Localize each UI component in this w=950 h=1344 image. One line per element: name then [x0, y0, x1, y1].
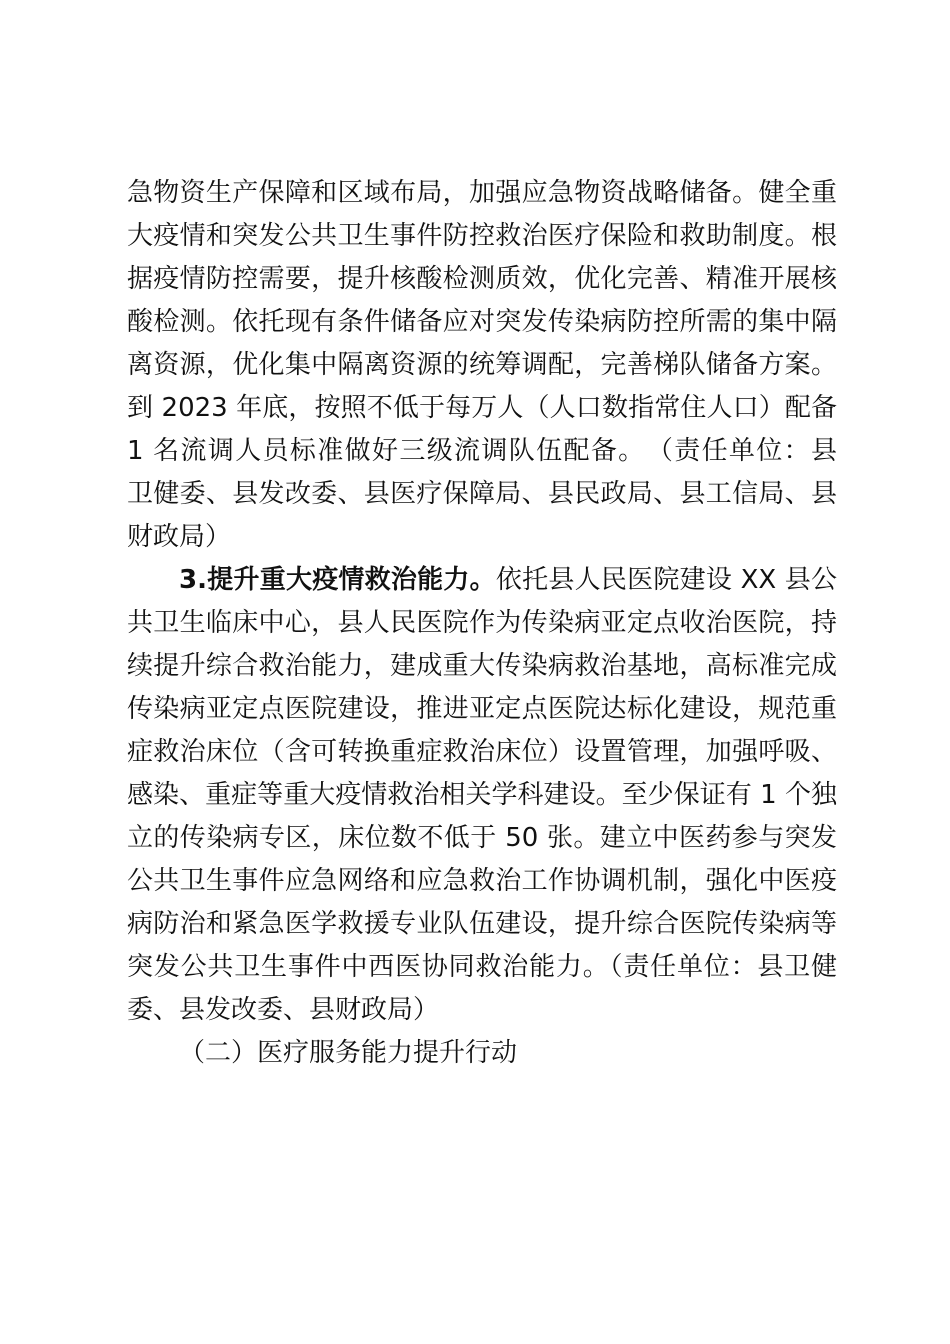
paragraph-line: 续提升综合救治能力，建成重大传染病救治基地，高标准完成 [127, 651, 837, 681]
paragraph-line: 传染病亚定点医院建设，推进亚定点医院达标化建设，规范重 [127, 694, 837, 724]
section-3-text: 依托县人民医院建设 XX 县公 [495, 565, 837, 595]
paragraph-line: 据疫情防控需要，提升核酸检测质效，优化完善、精准开展核 [127, 264, 837, 294]
paragraph-line: 立的传染病专区，床位数不低于 50 张。建立中医药参与突发 [127, 823, 837, 853]
paragraph-line: 公共卫生事件应急网络和应急救治工作协调机制，强化中医疫 [127, 866, 837, 896]
paragraph-line: 酸检测。依托现有条件储备应对突发传染病防控所需的集中隔 [127, 307, 837, 337]
paragraph-line: 突发公共卫生事件中西医协同救治能力。（责任单位：县卫健 [127, 952, 837, 982]
paragraph-line: 共卫生临床中心，县人民医院作为传染病亚定点收治医院，持 [127, 608, 837, 638]
paragraph-line: 急物资生产保障和区域布局，加强应急物资战略储备。健全重 [127, 178, 837, 208]
paragraph-line: 财政局） [127, 522, 232, 552]
paragraph-line: 症救治床位（含可转换重症救治床位）设置管理，加强呼吸、 [127, 737, 837, 767]
paragraph-line: 离资源，优化集中隔离资源的统筹调配，完善梯队储备方案。 [127, 350, 837, 380]
paragraph-line: 到 2023 年底，按照不低于每万人（人口数指常住人口）配备 [127, 393, 837, 423]
section-heading: （二）医疗服务能力提升行动 [179, 1038, 518, 1068]
paragraph-line: 卫健委、县发改委、县医疗保障局、县民政局、县工信局、县 [127, 479, 837, 509]
paragraph-line: 大疫情和突发公共卫生事件防控救治医疗保险和救助制度。根 [127, 221, 837, 251]
section-3-first-line [179, 560, 837, 600]
paragraph-line: 病防治和紧急医学救援专业队伍建设，提升综合医院传染病等 [127, 909, 837, 939]
paragraph-line: 感染、重症等重大疫情救治相关学科建设。至少保证有 1 个独 [127, 780, 837, 810]
paragraph-line: 委、县发改委、县财政局） [127, 995, 440, 1025]
paragraph-line: 1 名流调人员标准做好三级流调队伍配备。 （责任单位：县 [127, 436, 837, 466]
section-3-heading: 3.提升重大疫情救治能力。 [179, 565, 496, 595]
